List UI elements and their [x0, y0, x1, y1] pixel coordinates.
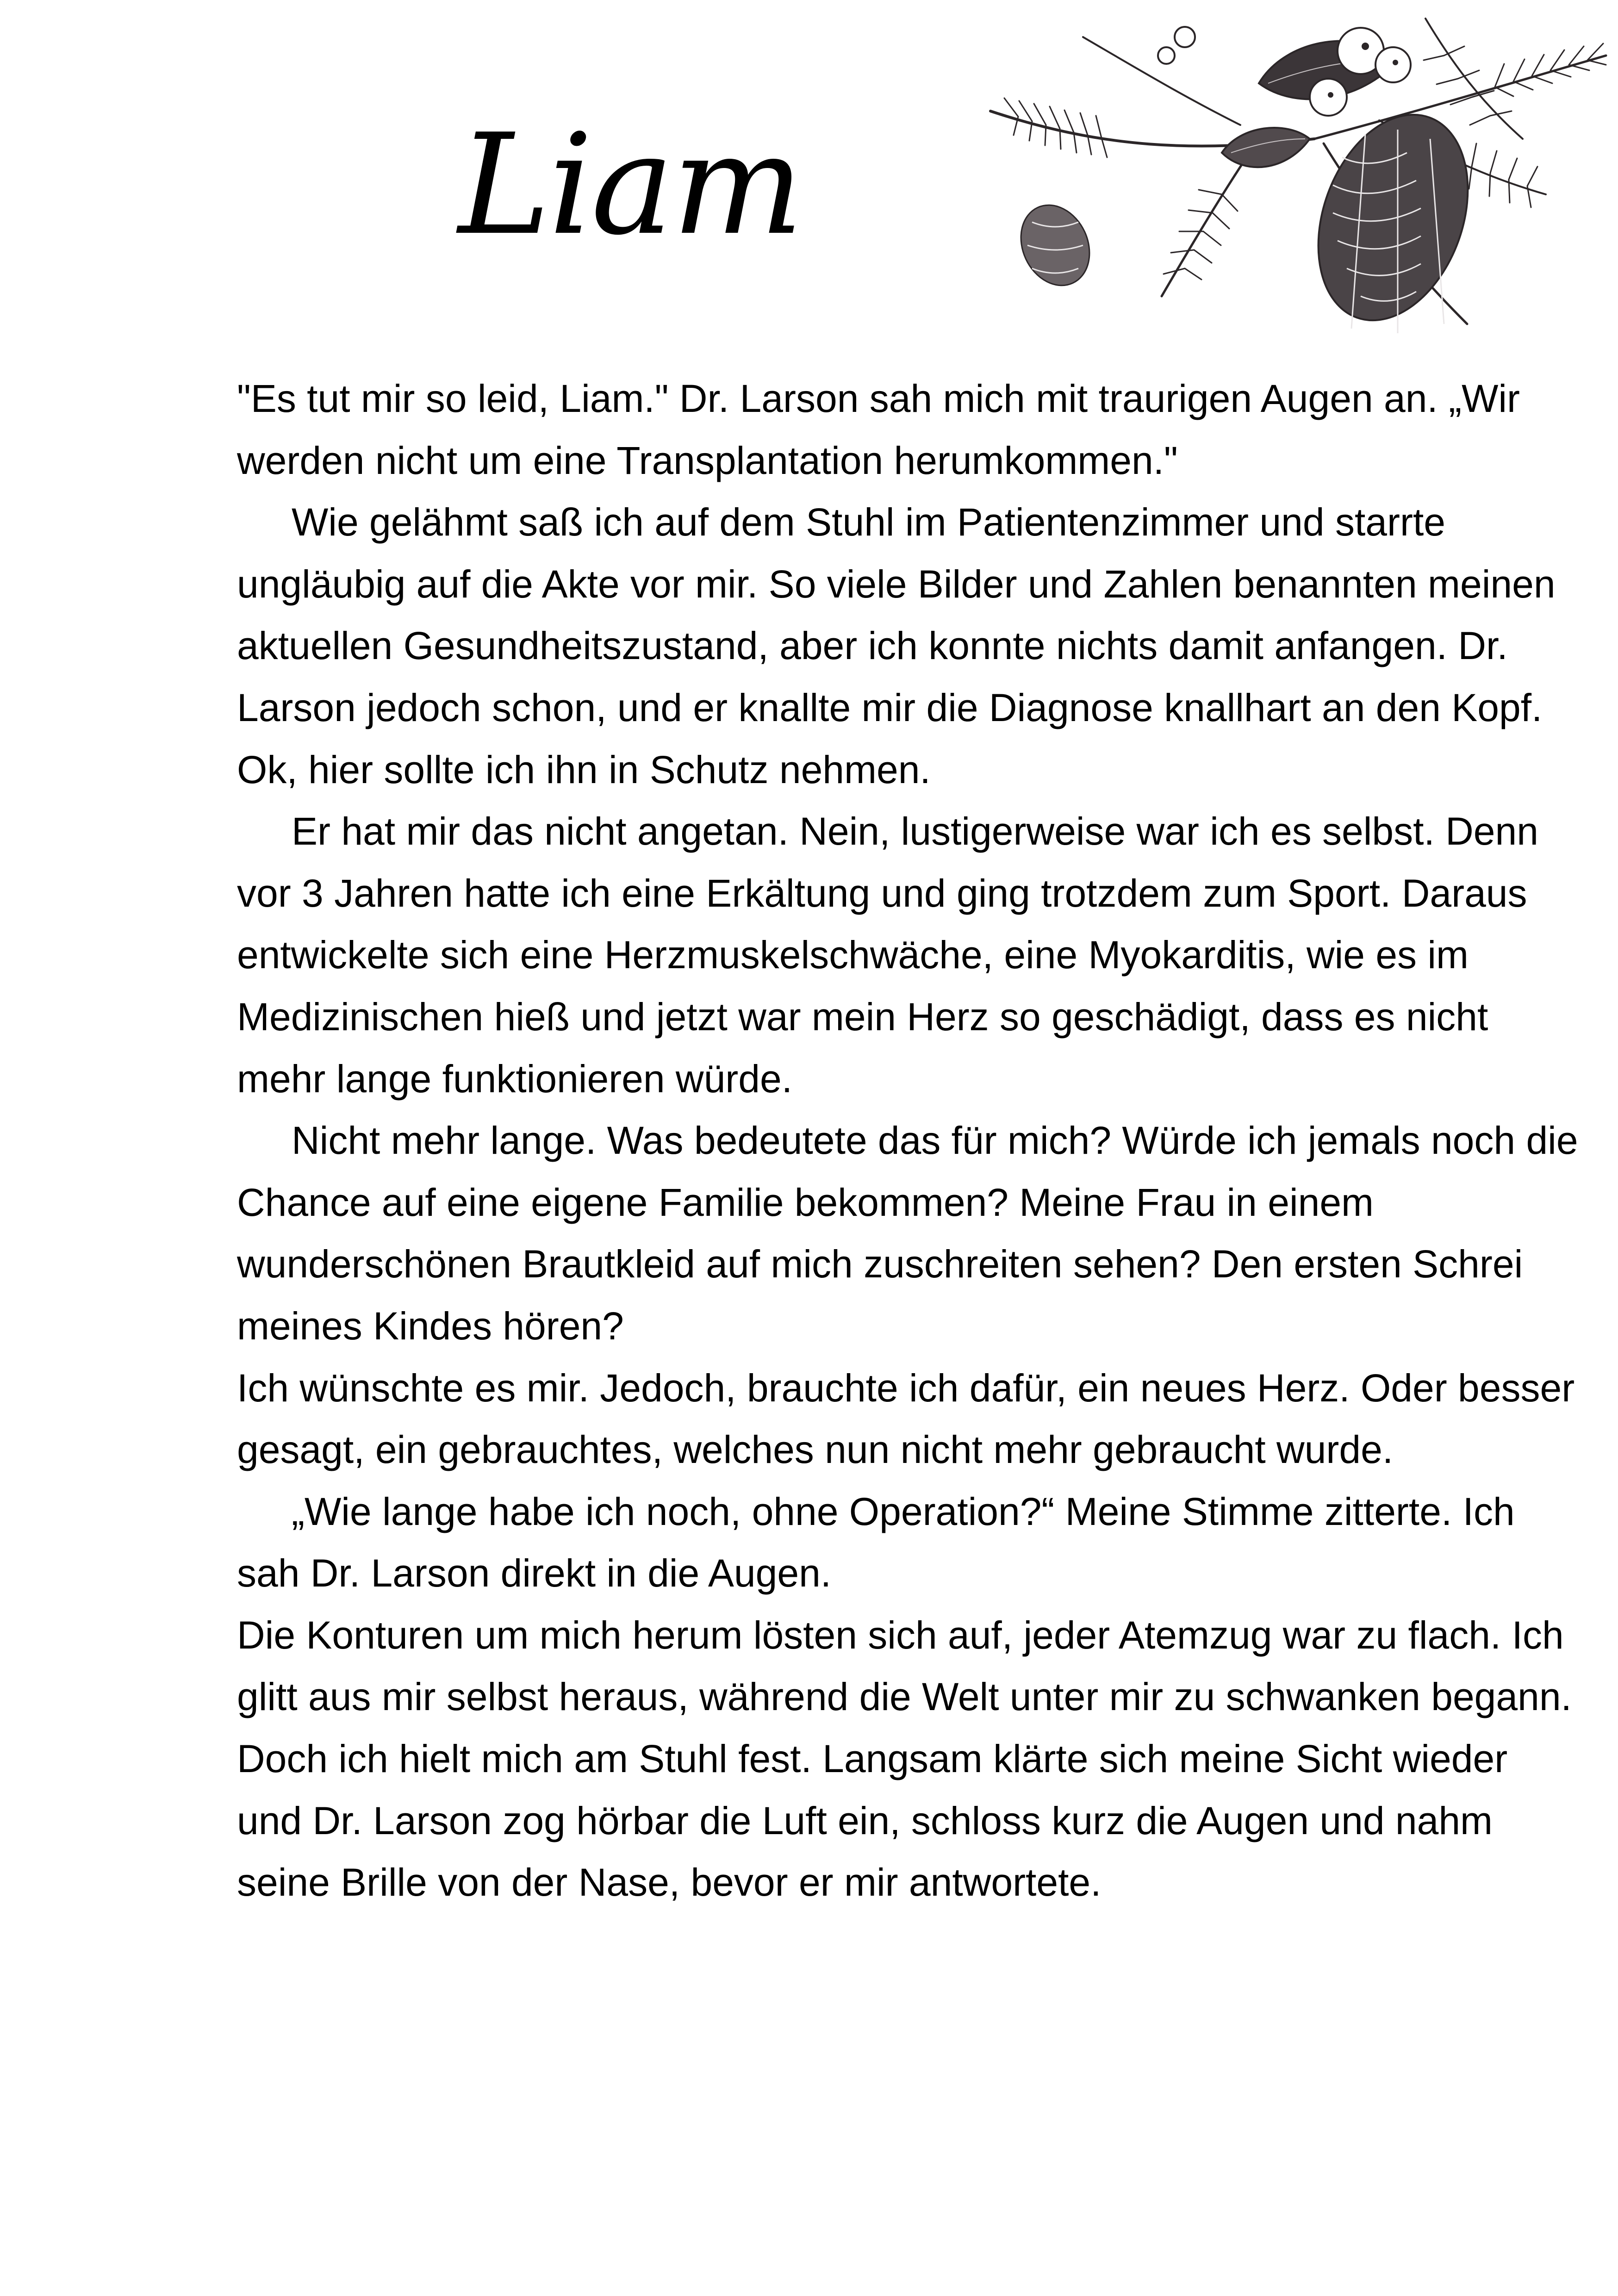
- chapter-title: Liam: [458, 104, 802, 266]
- paragraph: "Es tut mir so leid, Liam." Dr. Larson sah mich mit traurigen Augen an. „Wir werden nicht um eine Transplantation herumkommen.": [237, 377, 1520, 482]
- paragraph: Wie gelähmt saß ich auf dem Stuhl im Patientenzimmer und starrte ungläubig auf die Akte vor mir. So viele Bilder und Zahlen benannten meinen aktuellen Gesundheitszustand, aber ich konnte nichts damit anfangen. Dr. Larson jedoch schon, und er knallte mir die Diagnose knallhart an den Kopf.: [237, 500, 1556, 729]
- paragraph: Er hat mir das nicht angetan. Nein, lustigerweise war ich es selbst. Denn vor 3 Jahren hatte ich eine Erkältung und ging trotzdem zum Sport. Daraus entwickelte sich eine Herzmuskelschwäche, eine Myokarditis, wie es im Medizinischen hieß und jetzt war mein Herz so geschädigt, dass es nicht mehr lange funktionieren würde.: [237, 809, 1538, 1101]
- paragraph: Ich wünschte es mir. Jedoch, brauchte ich dafür, ein neues Herz. Oder besser gesagt, ein gebrauchtes, welches nun nicht mehr gebraucht wurde.: [237, 1366, 1575, 1472]
- paragraph: Die Konturen um mich herum lösten sich auf, jeder Atemzug war zu flach. Ich glitt aus mir selbst heraus, während die Welt unter mir zu schwanken begann. Doch ich hielt mich am Stuhl fest. Langsam klärte sich meine Sicht wieder und Dr. Larson zog hörbar die Luft ein, schloss kurz die Augen und nahm seine Brille von der Nase, bevor er mir antwortete.: [237, 1613, 1572, 1904]
- paragraph: Nicht mehr lange. Was bedeutete das für mich? Würde ich jemals noch die Chance auf eine eigene Familie bekommen? Meine Frau in einem wunderschönen Brautkleid auf mich zuschreiten sehen? Den ersten Schrei meines Kindes hören?: [237, 1119, 1578, 1348]
- paragraph: „Wie lange habe ich noch, ohne Operation?“ Meine Stimme zitterte. Ich sah Dr. Larson direkt in die Augen.: [237, 1489, 1515, 1595]
- pine-branch-ornament-icon: [963, 0, 1618, 333]
- chapter-body: [237, 368, 1579, 1914]
- paragraph: Ok, hier sollte ich ihn in Schutz nehmen.: [237, 747, 931, 791]
